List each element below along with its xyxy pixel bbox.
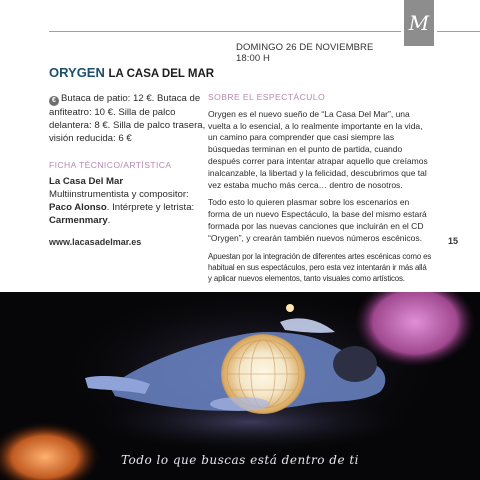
event-info-column bbox=[49, 92, 219, 227]
performer-arm bbox=[210, 397, 270, 411]
about-heading: SOBRE EL ESPECTÁCULO bbox=[208, 92, 326, 102]
ticket-prices-text: Butaca de patio: 12 €. Butaca de anfiteatro: 10 €. Silla de palco delantera: 8 €. Silla de palco trasera, visión reducida: 6 € bbox=[49, 93, 206, 144]
credits-group: La Casa Del Mar bbox=[49, 176, 124, 187]
credits-body bbox=[49, 175, 219, 227]
header-rule bbox=[49, 31, 401, 32]
about-paragraph-1: Orygen es el nuevo sueño de “La Casa Del Mar”, una vuelta a lo esencial, a lo realmente importante en la vida, un camino para comprender que casi siempre las búsquedas terminan en el punto de partida, cuando después correr para intentar atrapar aquello que creíamos inalcanzable, la libertad y la felicidad, descubrimos que tal vez estaba mucho más cerca… dentro de nosotros. bbox=[208, 108, 428, 190]
credits-end: . bbox=[107, 215, 111, 226]
photo-illustration bbox=[0, 292, 480, 480]
credits-heading: FICHA TÉCNICO/ARTÍSTICA bbox=[49, 160, 172, 170]
performer-head bbox=[333, 346, 377, 382]
about-column bbox=[208, 92, 432, 290]
credits-person-1: Paco Alonso bbox=[49, 202, 107, 213]
credits-role-1: Multiinstrumentista y compositor: bbox=[49, 189, 189, 200]
ticket-prices bbox=[49, 92, 219, 145]
small-light bbox=[286, 304, 294, 312]
event-title bbox=[49, 65, 214, 80]
event-brand: ORYGEN bbox=[49, 65, 105, 80]
about-paragraph-2: Todo esto lo quieren plasmar sobre los escenarios en forma de un nuevo Espectáculo, la base del mismo estará formada por las nuevas canciones que incluirán en el CD “Orygen”, y crearán también nuevos números escénicos. bbox=[208, 197, 427, 243]
website-link[interactable]: www.lacasadelmar.es bbox=[49, 237, 142, 247]
photo-caption: Todo lo que buscas está dentro de ti bbox=[120, 453, 360, 467]
magazine-logo bbox=[404, 0, 434, 46]
credits-person-2: Carmenmary bbox=[49, 215, 108, 226]
about-paragraph-3: Apuestan por la integración de diferentes artes escénicas como es habitual en sus espectáculos, pero esta vez intentarán ir más allá y aplicar nuevos elementos, tanto visuales como artísticos. bbox=[208, 251, 432, 283]
event-name: LA CASA DEL MAR bbox=[108, 68, 215, 80]
euro-icon: € bbox=[49, 96, 59, 106]
logo-letter: M bbox=[408, 11, 430, 35]
performance-photo bbox=[0, 292, 480, 480]
header-rule-right bbox=[437, 31, 480, 32]
credits-role-2: . Intérprete y letrista: bbox=[106, 202, 195, 213]
page-number: 15 bbox=[448, 236, 459, 246]
event-date: DOMINGO 26 DE NOVIEMBRE 18:00 H bbox=[236, 42, 374, 64]
